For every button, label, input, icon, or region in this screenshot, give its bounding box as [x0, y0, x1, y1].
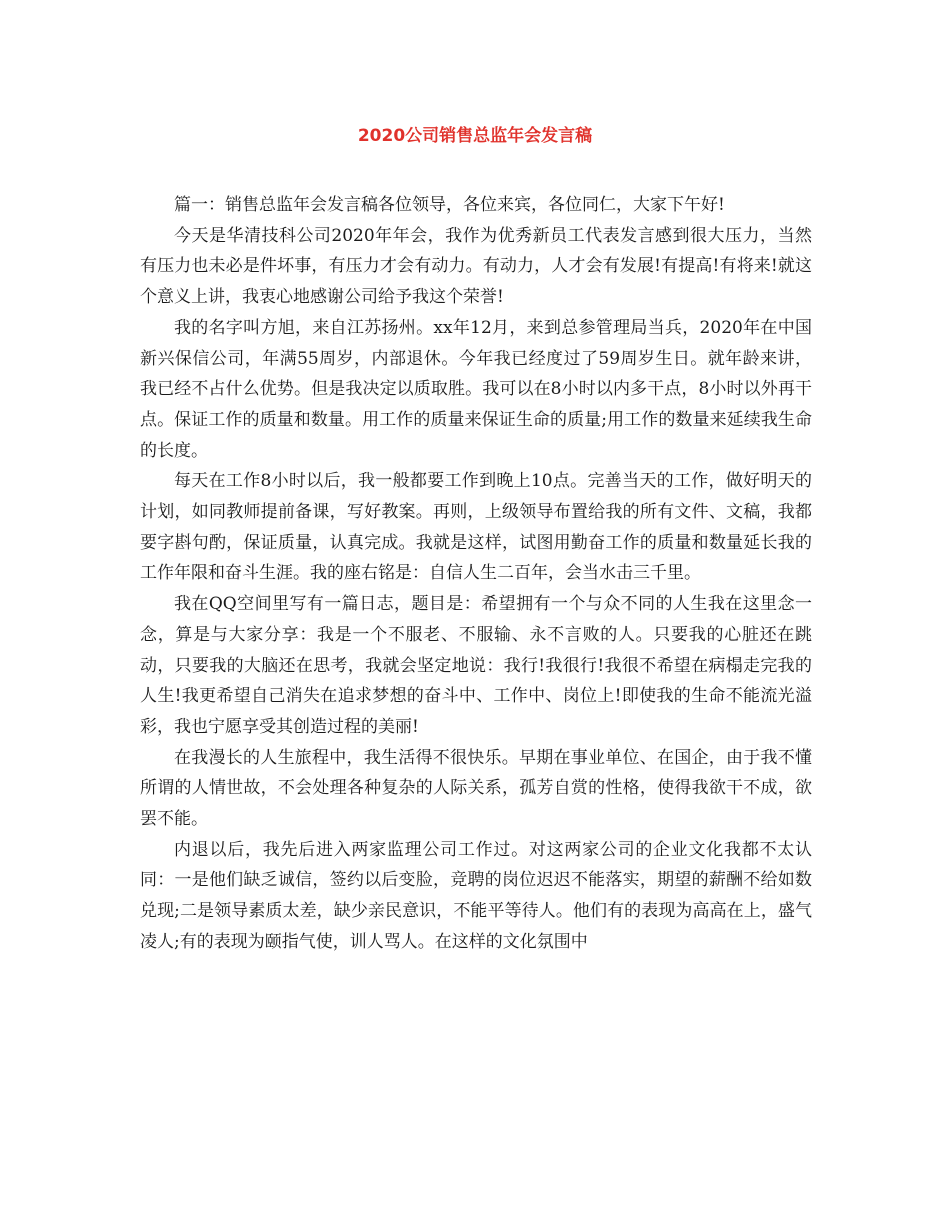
- paragraph: 今天是华清技科公司2020年年会，我作为优秀新员工代表发言感到很大压力，当然有压力也未必是件坏事，有压力才会有动力。有动力，人才会有发展!有提高!有将来!就这个意义上讲，我衷心地感谢公司给予我这个荣誉!: [140, 225, 812, 308]
- document-body: [140, 190, 812, 958]
- paragraph: 我的名字叫方旭，来自江苏扬州。xx年12月，来到总参管理局当兵，2020年在中国新兴保信公司，年满55周岁，内部退休。今年我已经度过了59周岁生日。就年龄来讲，我已经不占什么优势。但是我决定以质取胜。我可以在8小时以内多干点，8小时以外再干点。保证工作的质量和数量。用工作的质量来保证生命的质量;用工作的数量来延续我生命的长度。: [140, 317, 812, 461]
- paragraph: 篇一：销售总监年会发言稿各位领导，各位来宾，各位同仁，大家下午好!: [174, 195, 725, 215]
- paragraph: 我在QQ空间里写有一篇日志，题目是：希望拥有一个与众不同的人生我在这里念一念，算是与大家分享：我是一个不服老、不服输、永不言败的人。只要我的心脏还在跳动，只要我的大脑还在思考，我就会坚定地说：我行!我很行!我很不希望在病榻走完我的人生!我更希望自己消失在追求梦想的奋斗中、工作中、岗位上!即使我的生命不能流光溢彩，我也宁愿享受其创造过程的美丽!: [140, 594, 812, 737]
- page-title: 2020公司销售总监年会发言稿: [357, 126, 593, 146]
- paragraph: 每天在工作8小时以后，我一般都要工作到晚上10点。完善当天的工作，做好明天的计划，如同教师提前备课，写好教案。再则，上级领导布置给我的所有文件、文稿，我都要字斟句酌，保证质量，认真完成。我就是这样，试图用勤奋工作的质量和数量延长我的工作年限和奋斗生涯。我的座右铭是：自信人生二百年，会当水击三千里。: [140, 471, 812, 584]
- paragraph: 内退以后，我先后进入两家监理公司工作过。对这两家公司的企业文化我都不太认同：一是他们缺乏诚信，签约以后变脸，竞聘的岗位迟迟不能落实，期望的薪酬不给如数兑现;二是领导素质太差，缺少亲民意识，不能平等待人。他们有的表现为高高在上，盛气凌人;有的表现为颐指气使，训人骂人。在这样的文化氛围中: [140, 839, 812, 952]
- paragraph: 在我漫长的人生旅程中，我生活得不很快乐。早期在事业单位、在国企，由于我不懂所谓的人情世故，不会处理各种复杂的人际关系，孤芳自赏的性格，使得我欲干不成，欲罢不能。: [140, 747, 812, 830]
